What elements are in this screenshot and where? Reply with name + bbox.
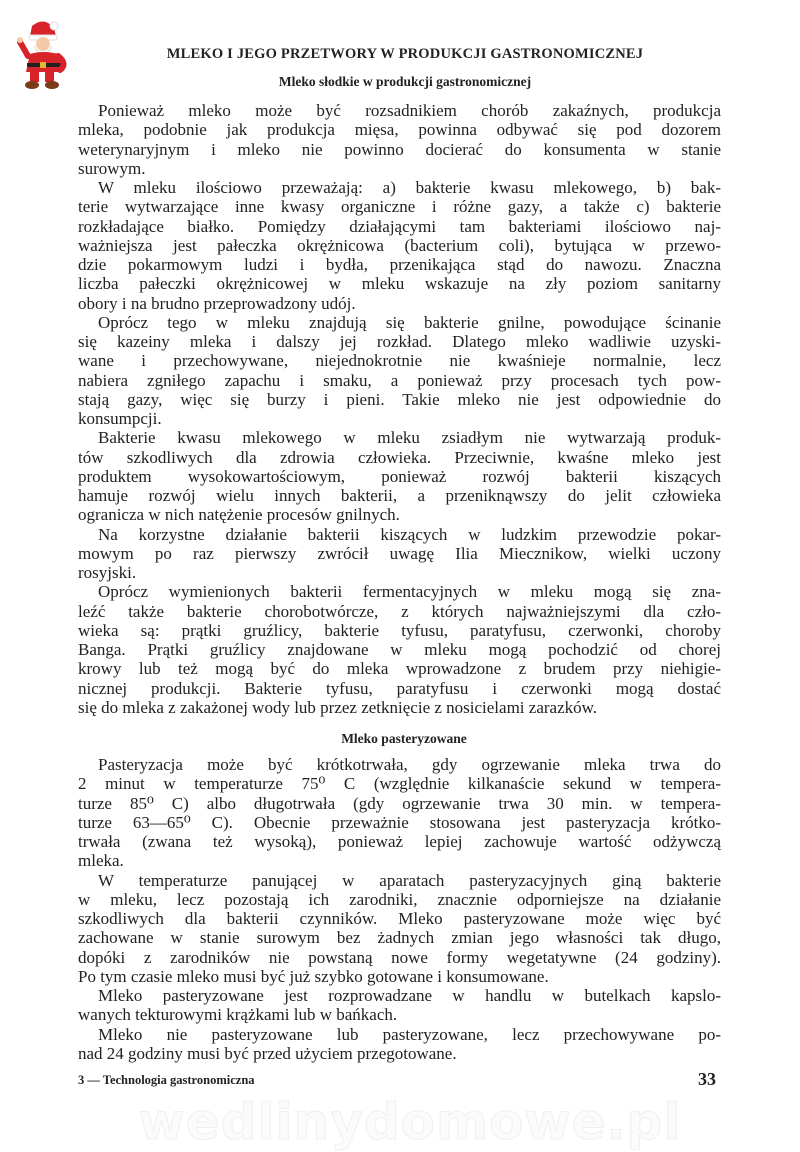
paragraph bbox=[78, 755, 721, 871]
footer-book-title: 3 — Technologia gastronomiczna bbox=[78, 1073, 255, 1087]
text-line: hamuje rozwój wielu innych bakterii, a przeniknąwszy do jelit człowieka bbox=[78, 486, 721, 505]
text-line: weterynaryjnym i mleko nie powinno docierać do konsumenta w stanie bbox=[78, 139, 721, 159]
text-line: Oprócz tego w mleku znajdują się bakterie gnilne, powodujące ścinanie bbox=[98, 312, 721, 332]
paragraph bbox=[78, 582, 721, 717]
text-line: mleka, podobnie jak produkcja mięsa, powinna odbywać się pod dozorem bbox=[78, 120, 721, 140]
text-line: nabiera zgniłego zapachu i smaku, a ponieważ przy procesach tych pow- bbox=[78, 370, 721, 390]
section-heading: Mleko pasteryzowane bbox=[341, 731, 467, 746]
text-line: Mleko pasteryzowane jest rozprowadzane w handlu w butelkach kapslo- bbox=[98, 986, 721, 1005]
text-line: 2 minut w temperaturze 75⁰ C (względnie kilkanaście sekund w tempera- bbox=[78, 774, 721, 794]
text-line: zachowane w stanie surowym bez żadnych zmian jego własności tak długo, bbox=[78, 928, 721, 948]
text-line: dopóki z zarodników nie powstaną nowe formy wegetatywne (24 godziny). bbox=[78, 947, 721, 967]
text-line: ważniejsza jest pałeczka okrężnicowa (bacterium coli), bytująca w przewo- bbox=[78, 235, 721, 255]
text-line: mleka. bbox=[78, 851, 124, 871]
paragraph bbox=[78, 313, 721, 429]
text-line: wane i przechowywane, niejednokrotnie nie kwaśnieje normalnie, lecz bbox=[78, 351, 721, 371]
paragraph bbox=[78, 525, 721, 583]
text-line: turze 85⁰ C) albo długotrwała (gdy ogrzewanie trwa 30 min. w tempera- bbox=[78, 793, 721, 813]
text-line: trwała (zwana też wysoką), ponieważ lepiej zachowuje wartość odżywczą bbox=[78, 832, 721, 851]
text-line: Na korzystne działanie bakterii kiszących w ludzkim przewodzie pokar- bbox=[98, 524, 721, 544]
text-line: ogranicza w nich natężenie procesów gnilnych. bbox=[78, 505, 400, 525]
text-line: wanych tekturowymi krążkami lub w bańkach. bbox=[78, 1005, 398, 1025]
page-number: 33 bbox=[698, 1069, 716, 1089]
paragraph bbox=[78, 101, 721, 178]
text-line: wieka są: prątki gruźlicy, bakterie tyfusu, paratyfusu, czerwonki, choroby bbox=[78, 620, 721, 640]
text-line: Mleko nie pasteryzowane lub pasteryzowane, lecz przechowywane po- bbox=[98, 1024, 721, 1044]
text-line: Oprócz wymienionych bakterii fermentacyjnych w mleku mogą się zna- bbox=[98, 582, 721, 602]
text-line: tów szkodliwych dla zdrowia człowieka. Przeciwnie, kwaśne mleko jest bbox=[78, 447, 721, 467]
text-line: Banga. Prątki gruźlicy znajdowane w mleku mogą pochodzić od chorej bbox=[78, 640, 721, 659]
text-line: mowym po raz pierwszy zwrócił uwagę Ilia Miecznikow, wielki uczony bbox=[78, 543, 721, 563]
text-line: W mleku ilościowo przeważają: a) bakterie kwasu mlekowego, b) bak- bbox=[98, 178, 721, 197]
watermark: wedlinydomowe.pl bbox=[138, 1093, 682, 1151]
section-subtitle: Mleko słodkie w produkcji gastronomicznej bbox=[278, 74, 532, 89]
text-line: surowym. bbox=[78, 158, 146, 178]
paragraph bbox=[78, 871, 721, 987]
text-line: turze 63—65⁰ C). Obecnie przeważnie stosowana jest pasteryzacja krótko- bbox=[78, 812, 721, 832]
text-line: Pasteryzacja może być krótkotrwała, gdy ogrzewanie mleka trwa do bbox=[98, 755, 721, 774]
text-line: nad 24 godziny musi być przed użyciem przegotowane. bbox=[78, 1043, 457, 1063]
paragraph bbox=[78, 1025, 721, 1064]
text-line: W temperaturze panującej w aparatach pasteryzacyjnych giną bakterie bbox=[98, 870, 721, 890]
paragraph bbox=[78, 428, 721, 524]
text-line: terie wytwarzające inne kwasy organiczne i różne gazy, a także c) bakterie bbox=[78, 197, 721, 217]
text-line: krowy lub też mogą być do mleka wprowadzone z brudem przy niehigie- bbox=[78, 659, 721, 679]
paragraph bbox=[78, 178, 721, 313]
text-line: się do mleka z zakażonej wody lub przez zetknięcie z nosicielami zarazków. bbox=[78, 697, 598, 717]
text-line: stają gazy, więc się burzy i pieni. Takie mleko nie jest odpowiednie do bbox=[78, 389, 721, 409]
text-line: rosyjski. bbox=[78, 563, 137, 582]
text-line: rozkładające białko. Pomiędzy działającymi tam bakteriami ilościowo naj- bbox=[78, 216, 721, 236]
section-2-body bbox=[78, 755, 721, 1063]
text-line: szkodliwych dla bakterii czynników. Mleko pasteryzowane może więc być bbox=[78, 909, 721, 928]
text-line: dzie pokarmowym ludzi i bydła, przenikająca stąd do nawozu. Znaczna bbox=[78, 255, 721, 274]
text-line: produktem wysokowartościowym, ponieważ rozwój bakterii kiszących bbox=[78, 466, 721, 486]
text-line: w mleku, lecz pozostają ich zarodniki, znacznie odporniejsze na działanie bbox=[78, 889, 721, 909]
text-line: obory i na brudno przeprowadzony udój. bbox=[78, 293, 356, 313]
text-line: nicznej produkcji. Bakterie tyfusu, paratyfusu i czerwonki mogą dostać bbox=[78, 678, 721, 698]
section-1-body bbox=[78, 101, 721, 717]
text-line: liczba pałeczki okrężnicowej w mleku wskazuje na zły poziom sanitarny bbox=[78, 274, 721, 294]
text-line: Ponieważ mleko może być rozsadnikiem chorób zakaźnych, produkcja bbox=[98, 101, 721, 120]
text-line: się kazeiny mleka i dalszy jej rozkład. Dlatego mleko wadliwie uzyski- bbox=[78, 332, 721, 351]
text-line: Po tym czasie mleko musi być już szybko gotowane i konsumowane. bbox=[78, 966, 549, 986]
text-line: leźć także bakterie chorobotwórcze, z których najważniejszymi dla czło- bbox=[78, 601, 721, 621]
text-line: Bakterie kwasu mlekowego w mleku zsiadłym nie wytwarzają produk- bbox=[98, 428, 721, 448]
paragraph bbox=[78, 986, 721, 1025]
chapter-title: MLEKO I JEGO PRZETWORY W PRODUKCJI GASTRONOMICZNEJ bbox=[166, 46, 644, 62]
text-line: konsumpcji. bbox=[78, 409, 162, 428]
